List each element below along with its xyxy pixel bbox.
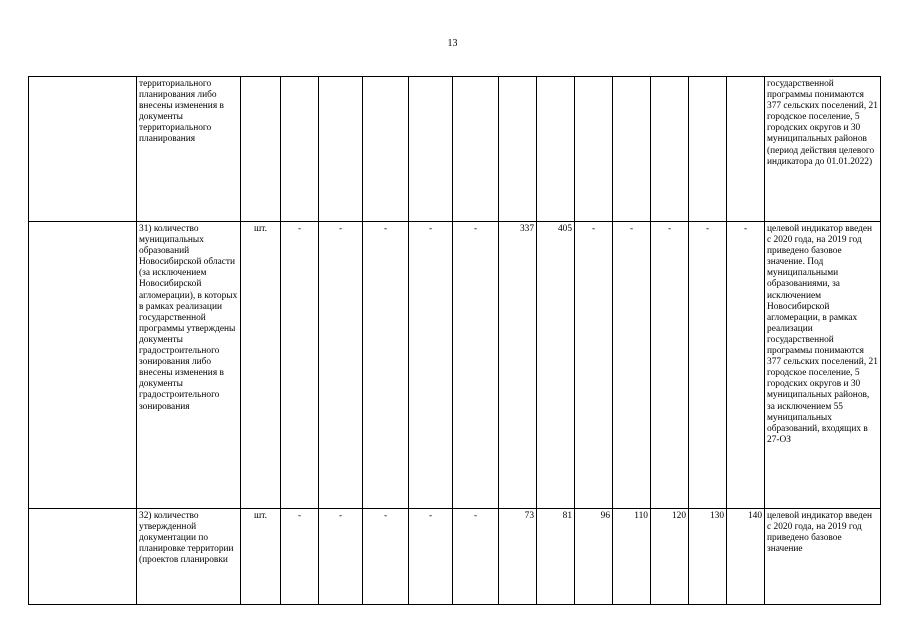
row-id-cell xyxy=(29,222,137,509)
value-cell: - xyxy=(363,222,409,509)
value-cell: 81 xyxy=(537,509,575,605)
note-cell: государственной программы понимаются 377 сельских поселений, 21 городское поселение, 5 городских округов и 30 муниципальных районов (период действия целевого индикатора до 01.01.2022) xyxy=(765,77,881,222)
unit-cell: шт. xyxy=(241,222,281,509)
value-cell: 130 xyxy=(689,509,727,605)
indicator-name-cell: территориального планирования либо внесены изменения в документы территориального планирования xyxy=(137,77,241,222)
value-cell xyxy=(613,77,651,222)
indicators-table xyxy=(28,76,881,605)
value-cell: - xyxy=(319,222,363,509)
value-cell xyxy=(689,77,727,222)
indicator-name-cell: 31) количество муниципальных образований Новосибирской области (за исключением Новосибирской агломерации), в которых в рамках реализации государственной программы утверждены документы градостроительного зонирования либо внесены изменения в документы градостроительного зонирования xyxy=(137,222,241,509)
row-id-cell xyxy=(29,509,137,605)
value-cell: - xyxy=(363,509,409,605)
value-cell xyxy=(499,77,537,222)
unit-cell xyxy=(241,77,281,222)
table-row xyxy=(29,509,881,605)
value-cell xyxy=(281,77,319,222)
value-cell xyxy=(409,77,453,222)
value-cell: - xyxy=(651,222,689,509)
note-cell: целевой индикатор введен с 2020 года, на 2019 год приведено базовое значение. Под муниципальными образованиями, за исключением Новосибирской агломерации, в рамках реализации государственной программы понимаются 377 сельских поселений, 21 городское поселение, 5 городских округов и 30 муниципальных районов, за исключением 55 муниципальных образований, входящих в 27-ОЗ xyxy=(765,222,881,509)
value-cell: 120 xyxy=(651,509,689,605)
value-cell: 73 xyxy=(499,509,537,605)
value-cell: - xyxy=(575,222,613,509)
value-cell: 140 xyxy=(727,509,765,605)
value-cell: 110 xyxy=(613,509,651,605)
value-cell: - xyxy=(409,222,453,509)
value-cell: - xyxy=(409,509,453,605)
indicator-name-cell: 32) количество утвержденной документации по планировке территории (проектов планировки xyxy=(137,509,241,605)
table-row xyxy=(29,222,881,509)
note-cell: целевой индикатор введен с 2020 года, на 2019 год приведено базовое значение xyxy=(765,509,881,605)
value-cell xyxy=(651,77,689,222)
page-number: 13 xyxy=(447,38,458,49)
value-cell: - xyxy=(319,509,363,605)
value-cell xyxy=(575,77,613,222)
value-cell xyxy=(537,77,575,222)
value-cell xyxy=(319,77,363,222)
value-cell: - xyxy=(453,509,499,605)
table-row xyxy=(29,77,881,222)
value-cell: - xyxy=(453,222,499,509)
unit-cell: шт. xyxy=(241,509,281,605)
value-cell xyxy=(727,77,765,222)
value-cell xyxy=(453,77,499,222)
value-cell xyxy=(363,77,409,222)
value-cell: - xyxy=(727,222,765,509)
value-cell: 96 xyxy=(575,509,613,605)
row-id-cell xyxy=(29,77,137,222)
value-cell: - xyxy=(613,222,651,509)
value-cell: - xyxy=(281,222,319,509)
value-cell: - xyxy=(281,509,319,605)
value-cell: 337 xyxy=(499,222,537,509)
value-cell: 405 xyxy=(537,222,575,509)
value-cell: - xyxy=(689,222,727,509)
